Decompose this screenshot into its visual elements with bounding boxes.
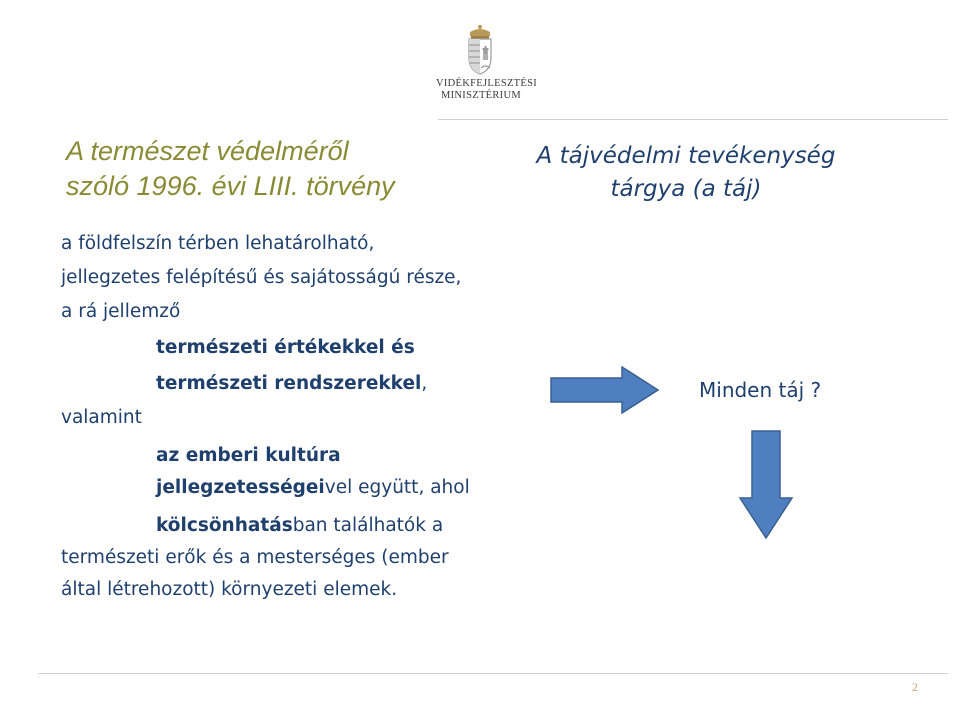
law-title-line-2: szóló 1996. évi LIII. törvény [66,171,395,201]
definition-line-5 [156,372,427,396]
definition-line-9 [156,514,443,538]
definition-line-10: természeti erők és a mesterséges (ember [61,547,449,568]
logo-line-2: MINISZTÉRIUM [440,90,521,101]
definition-line-6: valamint [61,407,142,428]
definition-line-11: által létrehozott) környezeti elemek. [61,579,398,600]
definition-line-3: a rá jellemző [61,301,181,322]
footer-divider [38,673,948,674]
definition-line-8-bold: jellegzetességei [156,477,325,498]
definition-line-7: az emberi kultúra [156,445,341,466]
definition-line-8 [156,476,470,500]
law-title-line-1: A természet védelméről [66,136,349,166]
coat-of-arms-icon [462,24,498,76]
landscape-title [510,140,862,206]
landscape-title-line-1: A tájvédelmi tevékenység [536,143,836,169]
landscape-title-line-2: tárgya (a táj) [610,176,762,202]
law-title [66,134,395,204]
definition-line-5-rest: , [421,373,428,394]
ministry-logo-text [436,78,538,102]
definition-line-1: a földfelszín térben lehatárolható, [61,233,375,254]
arrow-right-icon [550,366,660,414]
every-landscape-question: Minden táj ? [699,378,822,402]
definition-line-9-bold: kölcsönhatás [156,515,293,536]
definition-line-8-rest: vel együtt, ahol [324,477,470,498]
arrow-down-icon [738,430,794,540]
definition-line-5-bold: természeti rendszerekkel [156,373,422,394]
definition-line-4: természeti értékekkel és [156,337,415,358]
logo-line-1: VIDÉKFEJLESZTÉSI [436,78,538,89]
header-divider [438,119,948,120]
page-number: 2 [912,680,918,694]
definition-line-9-rest: ban találhatók a [292,515,444,536]
definition-line-2: jellegzetes felépítésű és sajátosságú része, [61,267,462,288]
